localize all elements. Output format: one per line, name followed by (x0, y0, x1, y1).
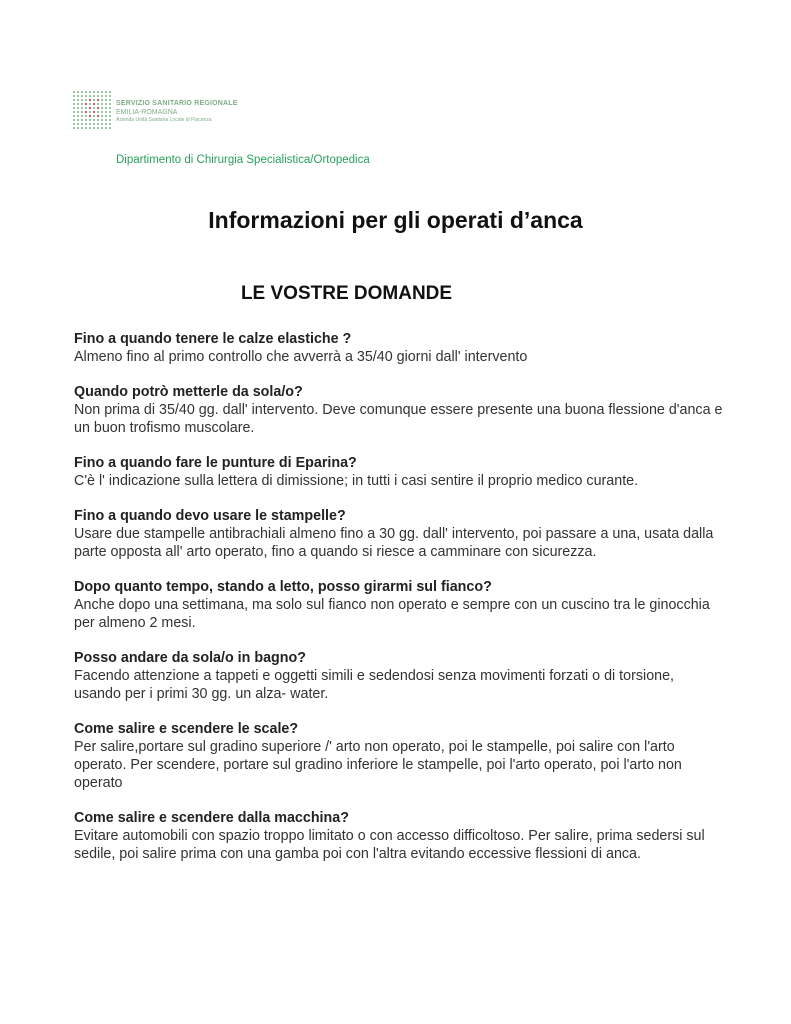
question: Fino a quando fare le punture di Eparina? (74, 455, 357, 471)
answer: Non prima di 35/40 gg. dall' intervento. Deve comunque essere presente una buona flessione d'anca e un buon trofismo muscolare. (74, 402, 723, 436)
logo-text (116, 100, 238, 124)
question: Fino a quando devo usare le stampelle? (74, 508, 346, 524)
section-heading: LE VOSTRE DOMANDE (240, 283, 453, 304)
question: Posso andare da sola/o in bagno? (74, 650, 306, 666)
answer: Anche dopo una settimana, ma solo sul fianco non operato e sempre con un cuscino tra le ginocchia per almeno 2 mesi. (74, 597, 710, 631)
qa-item (74, 454, 724, 490)
answer: Usare due stampelle antibrachiali almeno fino a 30 gg. dall' intervento, poi passare a una, usata dalla parte opposta all' arto operato, fino a quando si riesce a camminare con sicurezza. (74, 526, 714, 560)
question: Come salire e scendere dalla macchina? (74, 810, 349, 826)
qa-item (74, 330, 724, 366)
question: Come salire e scendere le scale? (74, 721, 299, 737)
page-title: Informazioni per gli operati d’anca (208, 207, 583, 233)
logo-line-1: SERVIZIO SANITARIO REGIONALE (116, 100, 238, 107)
qa-item (74, 720, 724, 792)
answer: C'è l' indicazione sulla lettera di dimissione; in tutti i casi sentire il proprio medico curante. (74, 473, 639, 489)
question: Quando potrò metterle da sola/o? (74, 384, 303, 400)
logo-line-3: Azienda Unità Sanitaria Locale di Piacenza (116, 117, 212, 123)
answer: Per salire,portare sul gradino superiore /' arto non operato, poi le stampelle, poi salire con l'arto operato. Per scendere, portare sul gradino inferiore le stampelle, poi l'arto operato, poi l'arto non operato (74, 739, 682, 791)
qa-list (74, 330, 724, 880)
logo-line-2: EMILIA-ROMAGNA (116, 108, 178, 116)
department-label: Dipartimento di Chirurgia Specialistica/Ortopedica (116, 154, 370, 166)
qa-item (74, 649, 724, 703)
answer: Almeno fino al primo controllo che avverrà a 35/40 giorni dall' intervento (74, 349, 528, 365)
dot-grid-logo-icon (72, 90, 112, 130)
answer: Facendo attenzione a tappeti e oggetti simili e sedendosi senza movimenti forzati o di torsione, usando per i primi 30 gg. un alza- water. (74, 668, 675, 702)
qa-item (74, 507, 724, 561)
qa-item (74, 578, 724, 632)
answer: Evitare automobili con spazio troppo limitato o con accesso difficoltoso. Per salire, prima sedersi sul sedile, poi salire prima con una gamba poi con l'altra evitando eccessive flessioni di anca. (74, 828, 705, 862)
qa-item (74, 383, 724, 437)
ssr-logo (72, 90, 272, 130)
question: Fino a quando tenere le calze elastiche ? (74, 331, 352, 347)
question: Dopo quanto tempo, stando a letto, posso girarmi sul fianco? (74, 579, 492, 595)
qa-item (74, 809, 724, 863)
